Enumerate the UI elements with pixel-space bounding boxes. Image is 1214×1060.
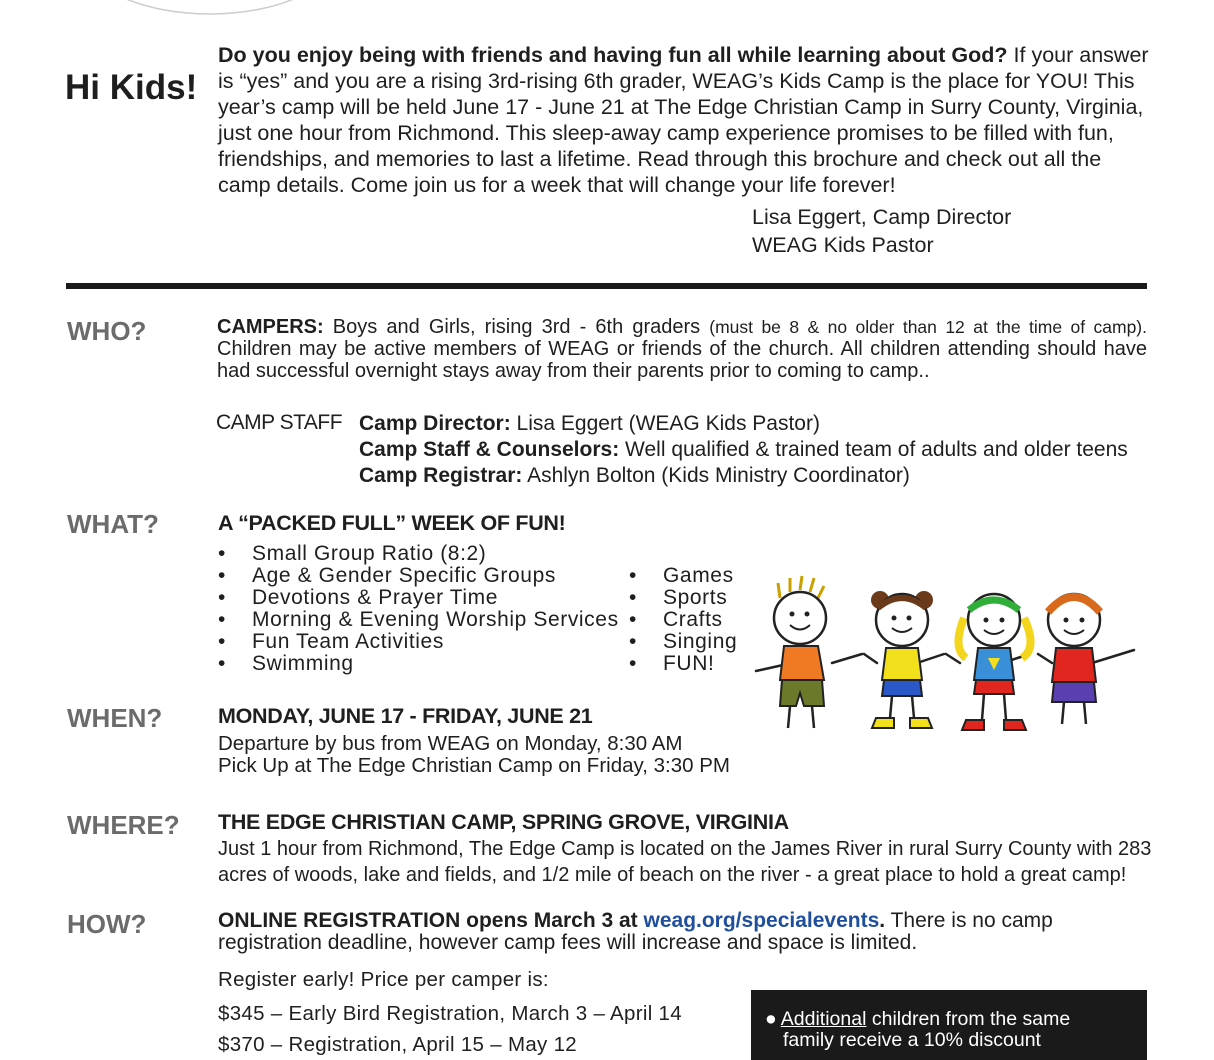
how-label: HOW? xyxy=(67,909,147,939)
regular-price: $370 – Registration, April 15 – May 12 xyxy=(218,1033,577,1056)
staff-detail: Well qualified & trained team of adults and older teens xyxy=(619,438,1128,461)
staff-detail: Lisa Eggert (WEAG Kids Pastor) xyxy=(510,412,820,435)
list-item: • FUN! xyxy=(629,653,737,675)
campers-text-2: Children may be active members of WEAG or friends of the church. All children attending should have had successful overnight stays away from their parents prior to coming to camp.. xyxy=(217,338,1147,382)
list-item: • Games xyxy=(629,565,737,587)
registration-lead: ONLINE REGISTRATION opens March 3 at xyxy=(218,909,644,932)
list-item: • Crafts xyxy=(629,609,737,631)
early-bird-price: $345 – Early Bird Registration, March 3 – April 14 xyxy=(218,1002,682,1025)
list-item: • Small Group Ratio (8:2) xyxy=(218,543,619,565)
intro-lead: Do you enjoy being with friends and having fun all while learning about God? xyxy=(218,43,1008,67)
list-item: • Age & Gender Specific Groups xyxy=(218,565,619,587)
where-heading: THE EDGE CHRISTIAN CAMP, SPRING GROVE, VIRGINIA xyxy=(218,810,789,834)
registration-text: There is no camp registration deadline, however camp fees will increase and space is limited. xyxy=(218,909,1053,954)
registration-link[interactable]: weag.org/specialevents xyxy=(643,909,880,932)
what-heading: A “PACKED FULL” WEEK OF FUN! xyxy=(218,511,566,535)
registration-paragraph xyxy=(218,910,1153,954)
staff-role: Camp Director: xyxy=(359,412,511,435)
divider-rule xyxy=(66,283,1147,289)
logo-arc-icon xyxy=(75,0,345,18)
staff-director xyxy=(359,411,1128,437)
who-label: WHO? xyxy=(67,316,147,346)
greeting-title: Hi Kids! xyxy=(65,68,198,107)
list-item: • Sports xyxy=(629,587,737,609)
staff-detail: Ashlyn Bolton (Kids Ministry Coordinator) xyxy=(522,464,910,487)
kids-illustration-icon xyxy=(752,568,1142,746)
pickup-line: Pick Up at The Edge Christian Camp on Friday, 3:30 PM xyxy=(218,754,730,777)
discount-line1: children from the same xyxy=(866,1008,1071,1030)
list-item: • Morning & Evening Worship Services xyxy=(218,609,619,631)
signature-title: WEAG Kids Pastor xyxy=(752,233,934,257)
where-label: WHERE? xyxy=(67,810,180,840)
discount-text xyxy=(765,1009,1070,1051)
campers-paragraph xyxy=(217,316,1147,382)
campers-note: (must be 8 & no older than 12 at the time of camp). xyxy=(709,317,1147,337)
intro-text: If your answer is “yes” and you are a rising 3rd-rising 6th grader, WEAG’s Kids Camp is the place for YOU! This year’s camp will be held June 17 - June 21 at The Edge Christian Camp in Surry County, Virginia, just one hour from Richmond. This sleep-away camp experience promises to be filled with fun, friendships, and memories to last a lifetime. Read through this brochure and check out all the camp details. Come join us for a week that will change your life forever! xyxy=(218,43,1149,197)
discount-underlined: Additional xyxy=(780,1008,867,1030)
what-label: WHAT? xyxy=(67,509,159,539)
staff-role: Camp Staff & Counselors: xyxy=(359,438,620,461)
campers-label: CAMPERS: xyxy=(217,316,324,338)
staff-counselors xyxy=(359,437,1128,463)
campers-text: Boys and Girls, rising 3rd - 6th graders xyxy=(323,316,710,338)
departure-line: Departure by bus from WEAG on Monday, 8:30 AM xyxy=(218,732,683,755)
staff-role: Camp Registrar: xyxy=(359,464,523,487)
intro-paragraph xyxy=(218,42,1153,198)
list-item: • Fun Team Activities xyxy=(218,631,619,653)
fun-list xyxy=(629,565,737,675)
where-text: Just 1 hour from Richmond, The Edge Camp is located on the James River in rural Surry County with 283 acres of woods, lake and fields, and 1/2 mile of beach on the river - a great place to hold a great camp! xyxy=(218,838,1152,886)
camp-staff-list xyxy=(359,411,1128,489)
list-item: • Swimming xyxy=(218,653,619,675)
when-label: WHEN? xyxy=(67,703,163,733)
camp-staff-label: CAMP STAFF xyxy=(216,411,343,434)
register-early-line: Register early! Price per camper is: xyxy=(218,968,549,991)
list-item: • Singing xyxy=(629,631,737,653)
bullet-icon: ● xyxy=(765,1008,777,1030)
list-item: • Devotions & Prayer Time xyxy=(218,587,619,609)
when-heading: MONDAY, JUNE 17 - FRIDAY, JUNE 21 xyxy=(218,704,593,728)
staff-registrar xyxy=(359,463,1128,489)
activities-list xyxy=(218,543,619,675)
signature-name: Lisa Eggert, Camp Director xyxy=(752,205,1012,229)
registration-period: . xyxy=(879,909,886,932)
discount-line2: family receive a 10% discount xyxy=(783,1029,1041,1051)
when-details xyxy=(218,733,730,777)
signature xyxy=(752,203,1011,259)
